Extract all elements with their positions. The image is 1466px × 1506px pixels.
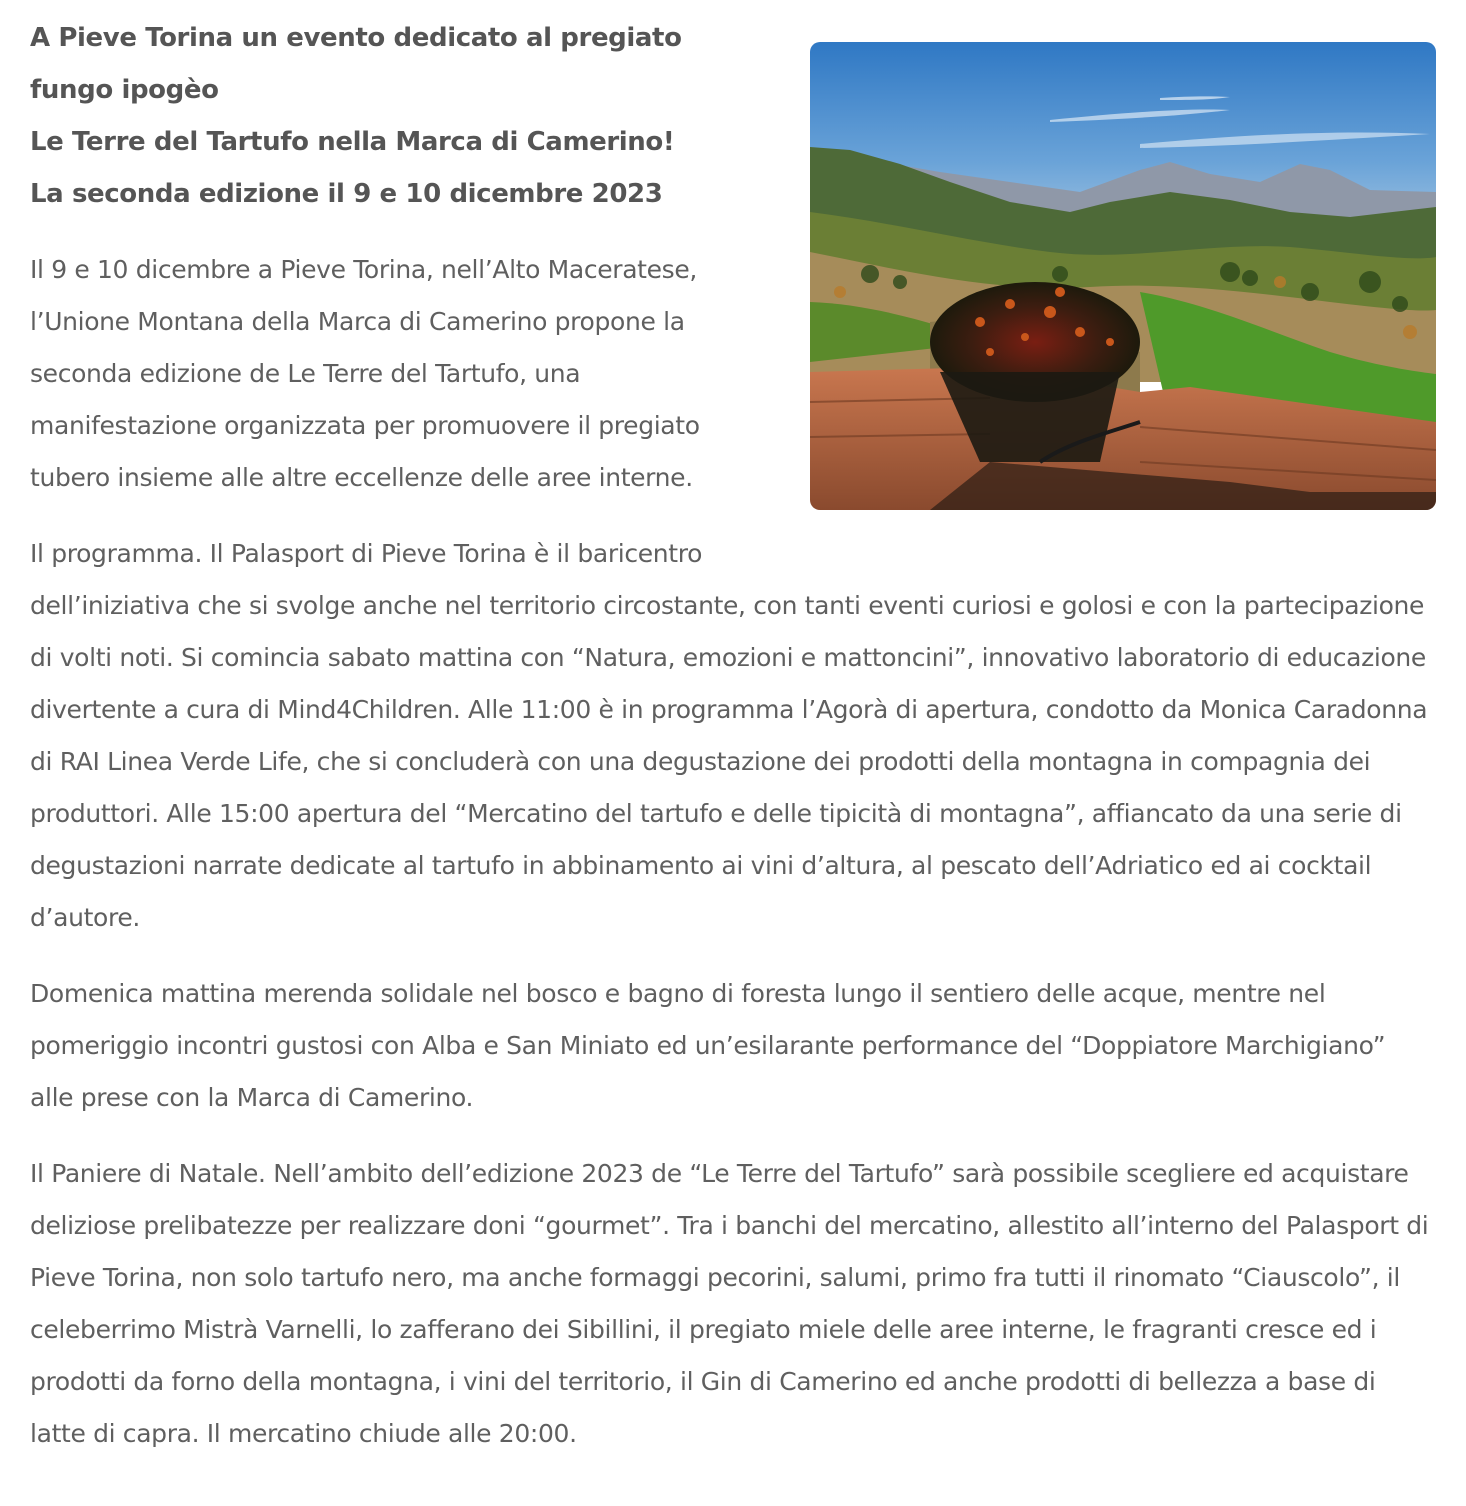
headline-line-2: Le Terre del Tartufo nella Marca di Camerino! (30, 127, 675, 157)
paragraph-intro: Il 9 e 10 dicembre a Pieve Torina, nell’Alto Maceratese, l’Unione Montana della Marca di Camerino propone la seconda edizione de Le Terre del Tartufo, una manifestazione organizzata per promuovere il pregiato tubero insieme alle altre eccellenze delle aree interne. (30, 255, 700, 492)
article-body (30, 12, 1436, 1484)
paragraph-paniere: Il Paniere di Natale. Nell’ambito dell’edizione 2023 de “Le Terre del Tartufo” sarà possibile scegliere ed acquistare deliziose prelibatezze per realizzare doni “gourmet”. Tra i banchi del mercatino, allestito all’interno del Palasport di Pieve Torina, non solo tartufo nero, ma anche formaggi pecorini, salumi, primo fra tutti il rinomato “Ciauscolo”, il celeberrimo Mistrà Varnelli, lo zafferano dei Sibillini, il pregiato miele delle aree interne, le fragranti cresce ed i prodotti da forno della montagna, i vini del territorio, il Gin di Camerino ed anche prodotti di bellezza a base di latte di capra. Il mercatino chiude alle 20:00. (30, 1159, 1429, 1448)
hero-landscape-image (810, 42, 1436, 510)
headline-line-3: La seconda edizione il 9 e 10 dicembre 2023 (30, 179, 663, 209)
paragraph-programma: Il programma. Il Palasport di Pieve Torina è il baricentro dell’iniziativa che si svolge anche nel territorio circostante, con tanti eventi curiosi e golosi e con la partecipazione di volti noti. Si comincia sabato mattina con “Natura, emozioni e mattoncini”, innovativo laboratorio di educazione divertente a cura di Mind4Children. Alle 11:00 è in programma l’Agorà di apertura, condotto da Monica Caradonna di RAI Linea Verde Life, che si concluderà con una degustazione dei prodotti della montagna in compagnia dei produttori. Alle 15:00 apertura del “Mercatino del tartufo e delle tipicità di montagna”, affiancato da una serie di degustazioni narrate dedicate al tartufo in abbinamento ai vini d’altura, al pescato dell’Adriatico ed ai cocktail d’autore. (30, 539, 1428, 932)
paragraph-domenica: Domenica mattina merenda solidale nel bosco e bagno di foresta lungo il sentiero delle acque, mentre nel pomeriggio incontri gustosi con Alba e San Miniato ed un’esilarante performance del “Doppiatore Marchigiano” alle prese con la Marca di Camerino. (30, 979, 1386, 1112)
headline-line-1: A Pieve Torina un evento dedicato al pregiato fungo ipogèo (30, 23, 682, 105)
